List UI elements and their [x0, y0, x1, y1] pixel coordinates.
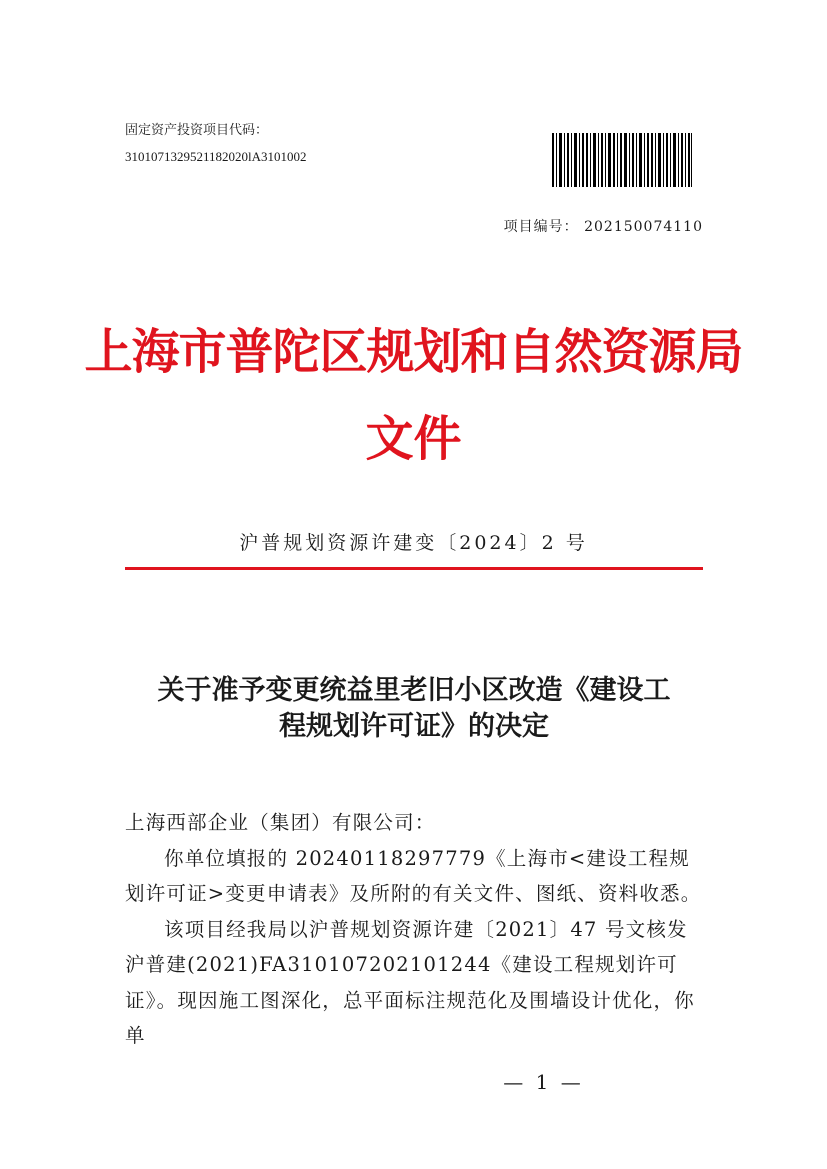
recipient: 上海西部企业（集团）有限公司： [125, 811, 436, 834]
page-number: — 1 — [503, 1070, 584, 1094]
document-title [125, 673, 703, 745]
title-line-2: 程规划许可证》的决定 [279, 711, 549, 742]
paragraph-1: 你单位填报的 20240118297779《上海市<建设工程规划许可证>变更申请表》及所附的有关文件、图纸、资料收悉。 [125, 846, 702, 905]
agency-name: 上海市普陀区规划和自然资源局 [84, 324, 743, 380]
document-type: 文件 [365, 411, 462, 467]
red-divider [125, 567, 703, 570]
investment-code-value: 3101071329521182020lA3101002 [125, 149, 307, 164]
project-number: 项目编号： 202150074110 [503, 219, 703, 235]
barcode-icon [552, 133, 692, 187]
title-line-1: 关于准予变更统益里老旧小区改造《建设工 [157, 675, 671, 706]
paragraph-2: 该项目经我局以沪普规划资源许建〔2021〕47 号文核发沪普建(2021)FA310107202101244《建设工程规划许可证》。现因施工图深化，总平面标注规范化及围墙设计优化，你单 [125, 917, 695, 1047]
document-body [125, 805, 703, 1054]
document-number: 沪普规划资源许建变〔2024〕2 号 [239, 532, 588, 554]
investment-code-label: 固定资产投资项目代码： [125, 123, 269, 138]
